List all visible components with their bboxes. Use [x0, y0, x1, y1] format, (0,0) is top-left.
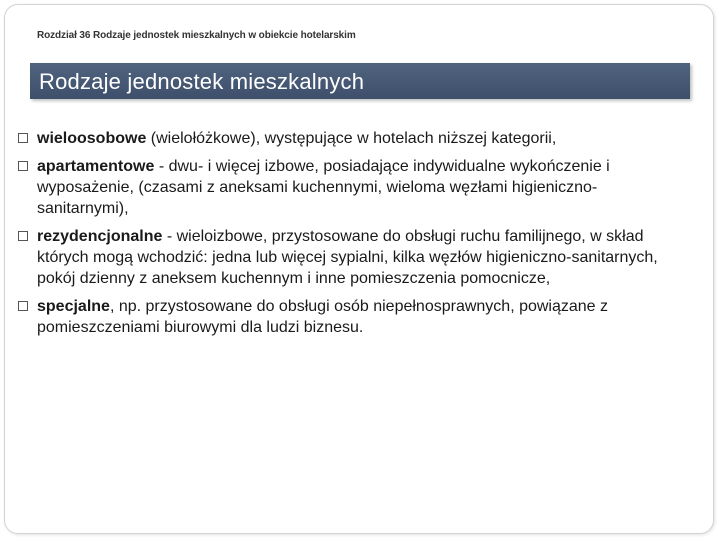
list-item	[18, 296, 658, 338]
square-bullet-icon	[18, 133, 28, 143]
square-bullet-icon	[18, 231, 28, 241]
square-bullet-icon	[18, 161, 28, 171]
item-term: specjalne	[37, 298, 110, 315]
list-item	[18, 156, 658, 219]
item-text: - dwu- i więcej izbowe, posiadające indywidualne wykończenie i wyposażenie, (czasami z aneksami kuchennymi, wieloma węzłami higieniczno-sanitarnymi),	[37, 158, 610, 217]
square-bullet-icon	[18, 301, 28, 311]
chapter-label: Rozdział 36 Rodzaje jednostek mieszkalnych w obiekcie hotelarskim	[37, 30, 356, 41]
bullet-list	[18, 128, 658, 345]
item-text: - wieloizbowe, przystosowane do obsługi ruchu familijnego, w skład których mogą wchodzić: jedna lub więcej sypialni, kilka węzłów higieniczno-sanitarnych, pokój dzienny z aneksem kuchennym i inne pomieszczenia pomocnicze,	[37, 228, 658, 287]
list-item	[18, 226, 658, 289]
slide-title: Rodzaje jednostek mieszkalnych	[39, 69, 365, 94]
list-item	[18, 128, 658, 149]
item-term: wieloosobowe	[37, 130, 147, 147]
item-term: rezydencjonalne	[37, 228, 163, 245]
item-term: apartamentowe	[37, 158, 155, 175]
item-text: , np. przystosowane do obsługi osób niepełnosprawnych, powiązane z pomieszczeniami biurowymi dla ludzi biznesu.	[37, 298, 609, 336]
title-bar	[30, 63, 690, 99]
item-text: (wielołóżkowe), występujące w hotelach niższej kategorii,	[146, 130, 557, 147]
